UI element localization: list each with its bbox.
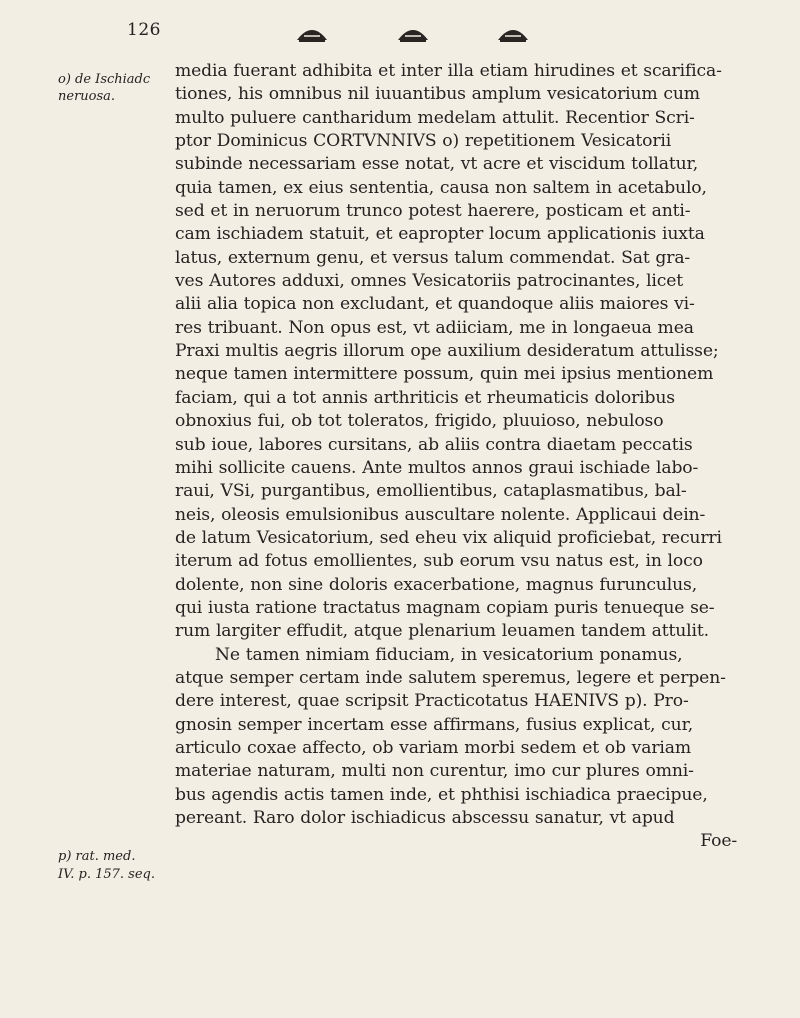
text-line: latus, externum genu, et versus talum commendat. Sat gra- <box>175 247 691 268</box>
text-line: tiones, his omnibus nil iuuantibus amplum vesicatorium cum <box>175 84 700 105</box>
margin-note-p-line2: IV. p. 157. seq. <box>58 867 155 882</box>
text-line: articulo coxae affecto, ob variam morbi sedem et ob variam <box>175 737 691 758</box>
text-line: ves Autores adduxi, omnes Vesicatoriis patrocinantes, licet <box>175 271 684 292</box>
text-line: qui iusta ratione tractatus magnam copiam puris tenueque se- <box>175 597 715 618</box>
text-line: neque tamen intermittere possum, quin mei ipsius mentionem <box>175 364 714 385</box>
text-line: quia tamen, ex eius sententia, causa non saltem in acetabulo, <box>175 177 707 198</box>
text-line: ptor Dominicus CORTVNNIVS o) repetitionem Vesicatorii <box>175 131 672 152</box>
text-line: cam ischiadem statuit, et eapropter locum applicationis iuxta <box>175 224 705 245</box>
text-line: dolente, non sine doloris exacerbatione, magnus furunculus, <box>175 574 698 595</box>
catchword: Foe- <box>700 831 737 852</box>
text-line: mihi sollicite cauens. Ante multos annos graui ischiade labo- <box>175 457 699 478</box>
text-line: iterum ad fotus emollientes, sub eorum vsu natus est, in loco <box>175 551 703 572</box>
text-line: atque semper certam inde salutem speremus, legere et perpen- <box>175 667 726 688</box>
text-line: sub ioue, labores cursitans, ab aliis contra diaetam peccatis <box>175 434 693 455</box>
margin-note-p-line1: p) rat. med. <box>58 849 136 864</box>
text-line: dere interest, quae scripsit Practicotatus HAENIVS p). Pro- <box>175 691 689 712</box>
text-line: gnosin semper incertam esse affirmans, fusius explicat, cur, <box>175 714 694 735</box>
text-line: Praxi multis aegris illorum ope auxilium desideratum attulisse; <box>175 341 719 362</box>
text-line: subinde necessariam esse notat, vt acre et viscidum tollatur, <box>175 154 699 175</box>
margin-note-o-line2: neruosa. <box>58 89 116 104</box>
text-line: materiae naturam, multi non curentur, imo cur plures omni- <box>175 761 694 782</box>
text-line: pereant. Raro dolor ischiadicus abscessu sanatur, vt apud <box>175 808 675 828</box>
text-line: obnoxius fui, ob tot toleratos, frigido, pluuioso, nebuloso <box>175 411 664 432</box>
ornament-left-icon <box>295 18 329 44</box>
text-line: media fuerant adhibita et inter illa etiam hirudines et scarifica- <box>175 61 722 81</box>
text-line-indented: Ne tamen nimiam fiduciam, in vesicatorium ponamus, <box>215 644 683 665</box>
text-line: multo puluere cantharidum medelam attulit. Recentior Scri- <box>175 107 695 128</box>
main-text <box>175 60 777 854</box>
ornament-right-icon <box>496 18 530 44</box>
text-line: raui, VSi, purgantibus, emollientibus, cataplasmatibus, bal- <box>175 481 687 502</box>
page-header <box>0 18 800 46</box>
text-line: faciam, qui a tot annis arthriticis et rheumaticis doloribus <box>175 387 675 408</box>
text-line: alii alia topica non excludant, et quandoque aliis maiores vi- <box>175 294 695 315</box>
text-line: res tribuant. Non opus est, vt adiiciam, me in longaeua mea <box>175 317 694 338</box>
text-line: rum largiter effudit, atque plenarium leuamen tandem attulit. <box>175 621 709 642</box>
ornament-center-icon <box>396 18 430 44</box>
text-line: sed et in neruorum trunco potest haerere, posticam et anti- <box>175 201 691 222</box>
header-ornaments <box>250 18 590 46</box>
page-number: 126 <box>127 20 161 40</box>
text-line: neis, oleosis emulsionibus auscultare nolente. Applicaui dein- <box>175 504 706 525</box>
text-line: de latum Vesicatorium, sed eheu vix aliquid proficiebat, recurri <box>175 527 722 548</box>
margin-note-o-line1: o) de Ischiadc <box>58 72 151 87</box>
text-line: bus agendis actis tamen inde, et phthisi ischiadica praecipue, <box>175 784 708 805</box>
